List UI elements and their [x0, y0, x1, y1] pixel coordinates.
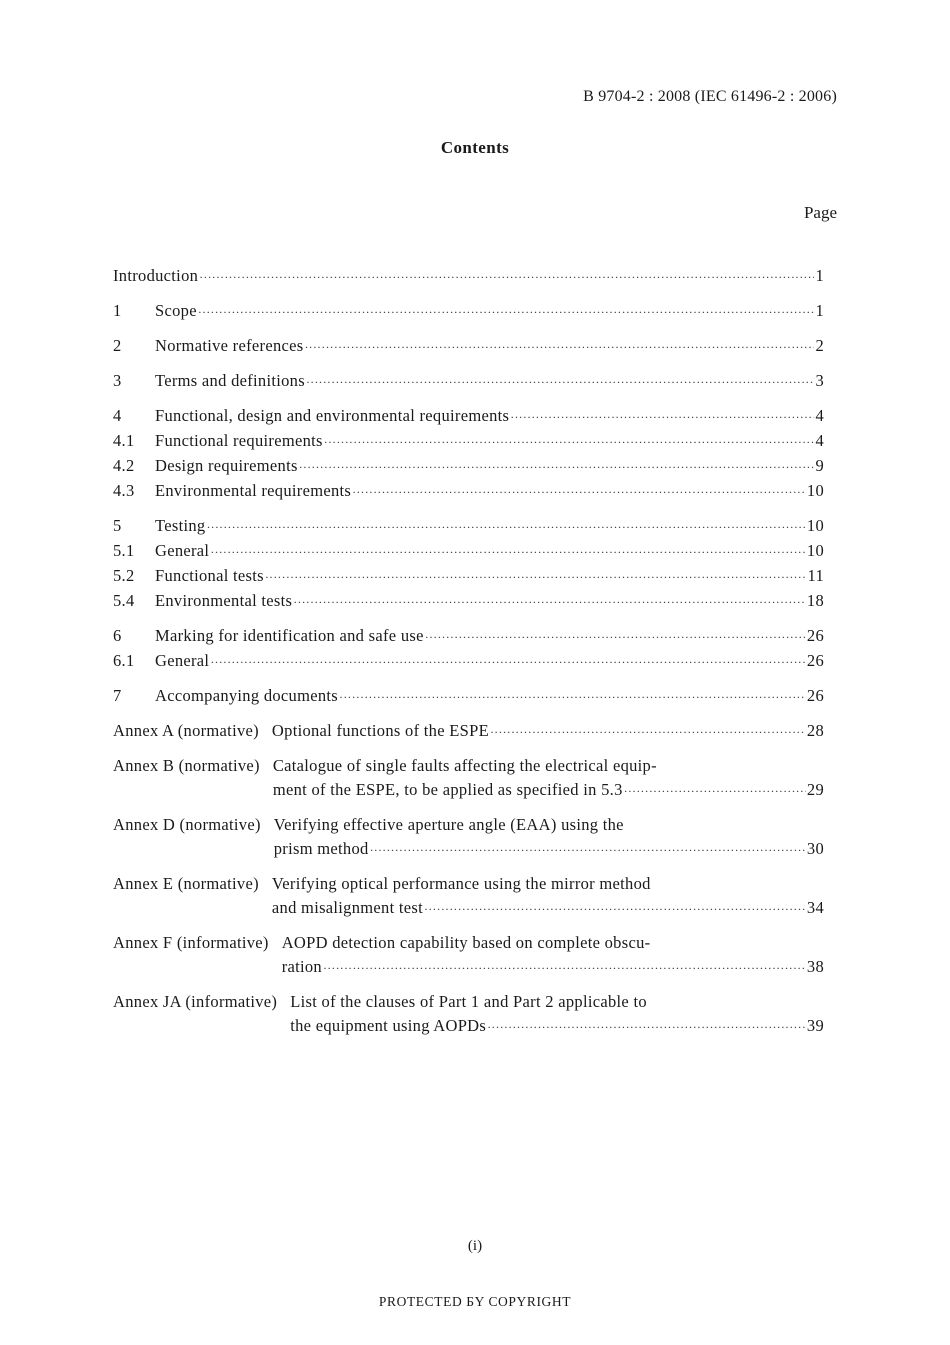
toc-entry[interactable]: [113, 334, 824, 359]
toc-entry[interactable]: [113, 754, 824, 803]
toc-entry[interactable]: [113, 719, 824, 744]
toc-entry-title: Normative references: [155, 336, 304, 355]
toc-entry-title: AOPD detection capability based on complete obscu-: [281, 933, 651, 952]
toc-dot-leader: [265, 565, 807, 589]
toc-entry[interactable]: [113, 264, 824, 289]
toc-entry-title: List of the clauses of Part 1 and Part 2 applicable to: [290, 992, 647, 1011]
toc-entry-title: Optional functions of the ESPE: [271, 721, 489, 740]
toc-entry-number: 3: [113, 371, 122, 390]
toc-entry[interactable]: [113, 872, 824, 921]
toc-entry-number: 6: [113, 626, 122, 645]
toc-dot-leader: [206, 515, 805, 539]
toc-entry[interactable]: [113, 990, 824, 1039]
toc-dot-leader: [199, 265, 814, 289]
toc-entry-title: and misalignment test: [271, 898, 424, 917]
toc-entry[interactable]: [113, 684, 824, 709]
toc-page-number: 9: [815, 456, 824, 475]
toc-entry-title: Functional, design and environmental requirements: [155, 406, 510, 425]
document-identifier: B 9704-2 : 2008 (IEC 61496-2 : 2006): [583, 88, 837, 105]
toc-entry-title: Scope: [155, 301, 197, 320]
toc-entry-title: Marking for identification and safe use: [155, 626, 424, 645]
toc-entry-number: 5.1: [113, 541, 135, 560]
toc-page-number: 26: [806, 651, 824, 670]
page-column-label: Page: [803, 203, 837, 222]
toc-entry-number: 7: [113, 686, 122, 705]
toc-page-number: 28: [806, 721, 824, 740]
toc-entry-number: 6.1: [113, 651, 135, 670]
toc-annex-label: Annex A (normative): [113, 721, 259, 740]
toc-entry-title: the equipment using AOPDs: [290, 1016, 487, 1035]
toc-page-number: 34: [806, 898, 824, 917]
toc-dot-leader: [198, 300, 815, 324]
toc-dot-leader: [210, 540, 806, 564]
page-title: Contents: [440, 138, 510, 157]
toc-dot-leader: [323, 956, 806, 980]
toc-annex-label: Annex F (informative): [113, 933, 269, 952]
toc-entry-title: prism method: [273, 839, 369, 858]
footer-page-number: (i): [467, 1238, 483, 1254]
toc-dot-leader: [487, 1015, 806, 1039]
toc-entry-title: Terms and definitions: [155, 371, 305, 390]
toc-entry[interactable]: [113, 564, 824, 589]
toc-entry-number: 2: [113, 336, 122, 355]
toc-entry-number: 1: [113, 301, 122, 320]
toc-entry[interactable]: [113, 299, 824, 324]
toc-entry[interactable]: [113, 649, 824, 674]
toc-entry-title: Verifying effective aperture angle (EAA) using the: [273, 815, 624, 834]
toc-page-number: 18: [806, 591, 824, 610]
toc-dot-leader: [370, 838, 806, 862]
toc-entry[interactable]: [113, 454, 824, 479]
toc-dot-leader: [293, 590, 806, 614]
toc-page-number: 10: [806, 481, 824, 500]
toc-entry-title: General: [155, 651, 210, 670]
toc-page-number: 1: [815, 266, 824, 285]
toc-entry-title: Introduction: [113, 266, 199, 285]
toc-entry-number: 4.3: [113, 481, 135, 500]
toc-entry[interactable]: [113, 404, 824, 429]
toc-entry-title: Environmental tests: [155, 591, 293, 610]
toc-page-number: 11: [807, 566, 824, 585]
toc-dot-leader: [299, 455, 815, 479]
toc-dot-leader: [306, 370, 814, 394]
toc-page-number: 4: [815, 406, 824, 425]
toc-page-number: 39: [806, 1016, 824, 1035]
toc-entry-title: Design requirements: [155, 456, 298, 475]
toc-page-number: 10: [806, 541, 824, 560]
toc-dot-leader: [510, 405, 814, 429]
toc-entry-number: 4: [113, 406, 122, 425]
toc-entry-title: ment of the ESPE, to be applied as specified in 5.3: [272, 780, 623, 799]
toc-page-number: 4: [815, 431, 824, 450]
toc-page-number: 26: [806, 626, 824, 645]
toc-page-number: 30: [806, 839, 824, 858]
toc-entry-number: 4.1: [113, 431, 135, 450]
toc-entry-title: Accompanying documents: [155, 686, 339, 705]
toc-entry-title: Testing: [155, 516, 206, 535]
toc-entry[interactable]: [113, 479, 824, 504]
toc-annex-label: Annex E (normative): [113, 874, 259, 893]
toc-page-number: 29: [806, 780, 824, 799]
toc-dot-leader: [339, 685, 806, 709]
table-of-contents: [113, 264, 824, 1039]
toc-page-number: 3: [815, 371, 824, 390]
toc-dot-leader: [210, 650, 806, 674]
toc-entry-title: Verifying optical performance using the mirror method: [271, 874, 651, 893]
toc-entry-title: Environmental requirements: [155, 481, 352, 500]
toc-entry-title: ration: [281, 957, 322, 976]
toc-entry-number: 4.2: [113, 456, 135, 475]
toc-page-number: 38: [806, 957, 824, 976]
toc-entry[interactable]: [113, 931, 824, 980]
toc-entry-number: 5.2: [113, 566, 135, 585]
toc-dot-leader: [624, 779, 806, 803]
toc-entry[interactable]: [113, 539, 824, 564]
toc-dot-leader: [490, 720, 806, 744]
toc-dot-leader: [324, 430, 815, 454]
toc-entry-title: General: [155, 541, 210, 560]
toc-entry-title: Functional requirements: [155, 431, 323, 450]
toc-entry[interactable]: [113, 369, 824, 394]
copyright-notice: PROTECTED БY COPYRIGHT: [378, 1294, 572, 1309]
toc-entry[interactable]: [113, 429, 824, 454]
toc-annex-label: Annex JA (informative): [113, 992, 278, 1011]
toc-annex-label: Annex D (normative): [113, 815, 261, 834]
toc-entry[interactable]: [113, 514, 824, 539]
toc-page-number: 26: [806, 686, 824, 705]
toc-entry-title: Catalogue of single faults affecting the electrical equip-: [272, 756, 657, 775]
toc-entry[interactable]: [113, 813, 824, 862]
toc-page-number: 2: [815, 336, 824, 355]
toc-entry-number: 5: [113, 516, 122, 535]
toc-dot-leader: [304, 335, 814, 359]
toc-dot-leader: [424, 897, 806, 921]
toc-entry[interactable]: [113, 589, 824, 614]
toc-entry[interactable]: [113, 624, 824, 649]
toc-page-number: 10: [806, 516, 824, 535]
toc-page-number: 1: [815, 301, 824, 320]
toc-entry-number: 5.4: [113, 591, 135, 610]
toc-dot-leader: [352, 480, 806, 504]
toc-entry-title: Functional tests: [155, 566, 264, 585]
toc-dot-leader: [425, 625, 806, 649]
toc-annex-label: Annex B (normative): [113, 756, 260, 775]
